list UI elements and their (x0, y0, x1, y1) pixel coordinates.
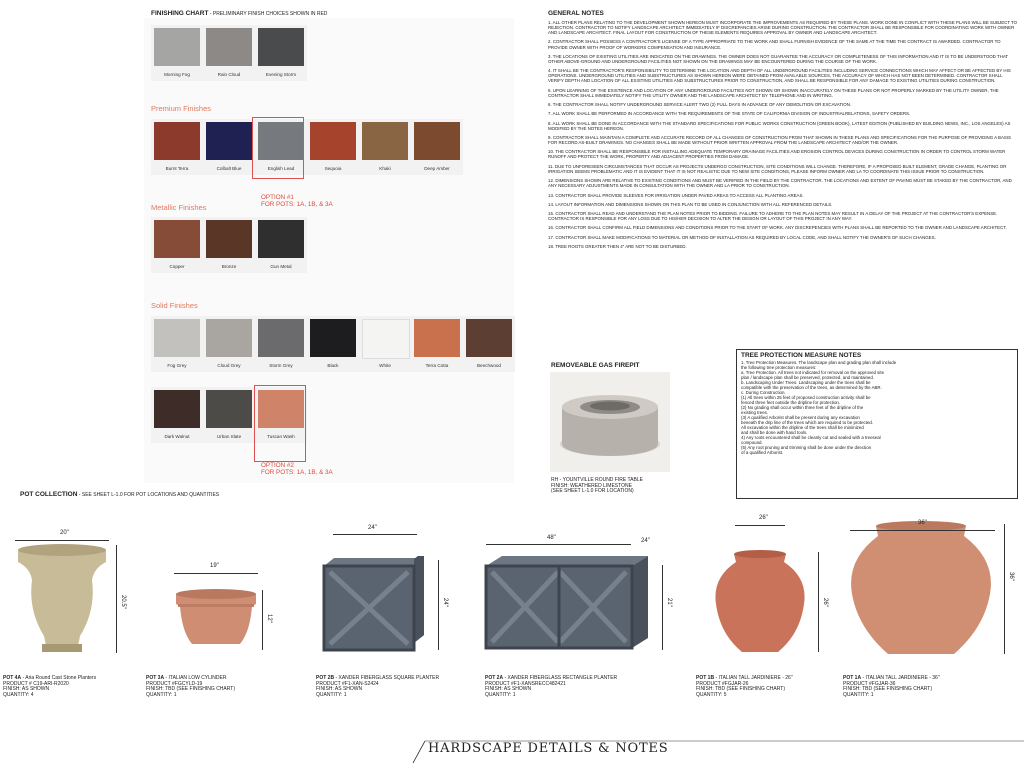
swatch-color (258, 319, 304, 357)
pot-2b-caption: POT 2B - XANDER FIBERGLASS SQUARE PLANTER PRODUCT #F1-XAN-S2424 FINISH: AS SHOWN QUANTITY: 1 (316, 675, 440, 698)
pot-1b-width-line (735, 525, 785, 526)
swatch-rain-cloud (203, 25, 255, 81)
swatch-copper (151, 217, 203, 273)
pot-1b-height: 26" (822, 598, 828, 607)
pot-3a-caption: POT 3A - ITALIAN LOW CYLINDER PRODUCT #FGCYLD-19 FINISH: TBD (SEE FINISHING CHART) QUANTITY: 1 (146, 675, 235, 698)
swatch-color (414, 122, 460, 160)
swatch-color (206, 319, 252, 357)
swatch-color (362, 122, 408, 160)
pot-1b-image (712, 548, 808, 654)
swatch-label: Sequoia (324, 166, 342, 171)
pot-4a-caption: POT 4A - Aria Round Cast Stone Planters PRODUCT # C19-ARI-R2020 FINISH: AS SHOWN QUANTITY: 4 (3, 675, 97, 698)
swatch-color (414, 319, 460, 357)
finishing-chart-subtitle: - PRELIMINARY FINISH CHOICES SHOWN IN RED (208, 11, 328, 17)
note-item: 1. ALL OTHER PLANS RELATING TO THE DEVELOPMENT SHOWN HEREON MUST INCORPORATE THE IMPROVEMENTS AS REQUIRED BY THESE PLANS. WORK DONE IN CONFLICT WITH THESE PLANS WILL BE SUBJECT TO REJECTION. CONTRACTOR TO NOTIFY LANDSCAPE ARCHITECT IMMEDIATELY IF DISCREPANCIES ARISE DURING CONSTRUCTION. THE CONTRACTOR SHALL BE RESPONSIBLE FOR COORDINATING WORK WITH OWNER AND LANDSCAPE ARCHITECT. FINAL LAYOUT FOR CONSTRUCTION OF THESE ELEMENTS REQUIRES APPROVAL BY OWNER AND LANDSCAPE ARCHITECT. (548, 20, 1018, 36)
pot-4a-height-line (116, 545, 117, 653)
swatch-label: Colbalt Blue (216, 166, 242, 171)
tree-protection-title: TREE PROTECTION MEASURE NOTES (741, 352, 862, 359)
finishing-chart-heading (151, 10, 327, 17)
swatch-label: English Lead (267, 166, 295, 171)
swatch-color (258, 28, 304, 66)
pot-1b-caption: POT 1B - ITALIAN TALL JARDINIERE - 26" PRODUCT #FGJAR-26 FINISH: TBD (SEE FINISHING CHART) QUANTITY: 5 (696, 675, 793, 698)
swatch-label: Burnt Terra (165, 166, 189, 171)
swatch-label: Storm Grey (269, 363, 293, 368)
pot-3a-width-line (174, 573, 258, 574)
swatch-label: Black (327, 363, 339, 368)
note-item: 15. CONTRACTOR SHALL READ AND UNDERSTAND THE PLAN NOTES PRIOR TO BIDDING. FAILURE TO ADHERE TO THE PLAN NOTES MAY RESULT IN A DELAY OF THE PROJECT AT THE CONTRACTOR'S EXPENSE. CONTRACTOR IS RESPONSIBLE FOR ANY LOSS DUE TO HIS/HER DECISION TO ALTER THE DESIGN OR LAYOUT OF THIS PROJECT IN ANY WAY. (548, 211, 998, 222)
swatch-label: Gun Metal (270, 264, 292, 269)
pot-4a-height: 20.5" (120, 595, 126, 609)
pot-1b-width: 26" (759, 515, 768, 521)
option2-highlight (254, 385, 306, 462)
swatch-label: White (379, 363, 391, 368)
swatch-label: Dark Walnut (164, 434, 190, 439)
note-item: 13. CONTRACTOR SHALL PROVIDE SLEEVES FOR IRRIGATION UNDER PAVED AREAS TO ACCESS ALL PLANTING AREAS. (548, 192, 804, 198)
pot-2b-image (318, 556, 428, 652)
note-item: 2. CONTRACTOR SHALL POSSESS A CONTRACTOR'S LICENSE OF A TYPE APPROPRIATE TO THE WORK AND SHALL FURNISH EVIDENCE OF THE SAME AT THE TIME THE CONTRACT IS AWARDED. CONTRACTOR TO PROVIDE OWNER WITH PROOF OF WORKERS COMPENSATION AND INSURANCE. (548, 39, 1001, 50)
pot-collection-heading (20, 491, 219, 498)
pot-2a-depth: 24" (641, 538, 650, 544)
swatch-label: Copper (169, 264, 185, 269)
swatch-label: Evening Storm (265, 72, 297, 77)
note-item: 6. THE CONTRACTOR SHALL NOTIFY UNDERGROUND SERVICE ALERT TWO (2) FULL DAYS IN ADVANCE OF ANY DEMOLITION OR EXCAVATION. (548, 102, 852, 108)
firepit-image (550, 372, 670, 472)
swatch-label: Bronze (221, 264, 237, 269)
note-item: 12. DIMENSIONS SHOWN ARE RELATIVE TO EXISTING CONDITIONS AND MUST BE VERIFIED IN THE FIELD BY THE CONTRACTOR. THE LOCATIONS AND EXTENT OF PAVING MUST BE STAKED BY THE CONTRACTOR, AND ANY NECESSARY ADJUSTMENTS MADE IN CONSULTATION WITH THE OWNER AND LA PRIOR TO CONSTRUCTION. (548, 178, 1012, 189)
pot-4a-width-line (15, 540, 109, 541)
swatch-terra-cotta (411, 316, 463, 372)
swatch-label: Fog Grey (167, 363, 187, 368)
group-label-solid: Solid Finishes (151, 301, 198, 310)
swatch-color (258, 220, 304, 258)
swatch-bronze (203, 217, 255, 273)
note-item: 10. THE CONTRACTOR SHALL BE RESPONSIBLE FOR INSTALLING ADEQUATE TEMPORARY DRAINAGE FACILITIES AND EROSION CONTROL DEVICES DURING CONSTRUCTION IN ORDER TO CONTROL STORM WATER RUNOFF AND PROTECT THE WORK, PROPERTY AND ADJACENT PROPERTIES FROM DAMAGE. (548, 149, 1006, 160)
swatch-label: Cloud Grey (217, 363, 241, 368)
swatch-khaki (359, 119, 411, 175)
pot-1b-height-line (818, 552, 819, 652)
pot-2a-caption: POT 2A - XANDER FIBERGLASS RECTANGLE PLANTER PRODUCT #F1-XANSRECC482421 FINISH: AS SHOWN QUANTITY: 1 (485, 675, 618, 698)
swatch-black (307, 316, 359, 372)
option2-label: OPTION #2 FOR POTS: 1A, 1B, & 3A (261, 462, 333, 476)
tree-protection-box (736, 349, 1018, 499)
swatch-morning-fog (151, 25, 203, 81)
pot-3a-height: 12" (266, 614, 272, 623)
swatch-fog-grey (151, 316, 203, 372)
pot-collection-title: POT COLLECTION (20, 491, 78, 498)
note-item: 8. ALL WORK SHALL BE DONE IN ACCORDANCE WITH THE STANDARD SPECIFICATIONS FOR PUBLIC WORKS CONSTRUCTION (GREEN BOOK), LATEST EDITION (PUBLISHED BY BUILDING NEWS, INC., LOS ANGELES) AS MODIFIED BY THE NOTES HEREON. (548, 120, 1011, 131)
swatch-white (359, 316, 411, 372)
swatch-gun-metal (255, 217, 307, 273)
general-notes-title: GENERAL NOTES (548, 10, 604, 17)
swatch-storm-grey (255, 316, 307, 372)
group-label-premium: Premium Finishes (151, 104, 212, 113)
note-item: 5. UPON LEARNING OF THE EXISTENCE AND LOCATION OF ANY UNDERGROUND FACILITIES NOT SHOWN OR SHOWN INACCURATELY ON THESE PLANS OR NOT PROPERLY MARKED BY THE UTILITY OWNER, THE CONTRACTOR SHALL IMMEDIATELY NOTIFY THE UTILITY OWNER AND THE LANDSCAPE ARCHITECT BY TELEPHONE AND IN WRITING. (548, 87, 999, 98)
swatch-label: Terra Cotta (425, 363, 449, 368)
swatch-color (310, 122, 356, 160)
pot-2a-width: 48" (547, 535, 556, 541)
note-item: 7. ALL WORK SHALL BE PERFORMED IN ACCORDANCE WITH THE REQUIREMENTS OF THE STATE OF CALIFORNIA DIVISION OF INDUSTRIALRELATIONS, SAFETY ORDERS. (548, 111, 911, 117)
swatch-color (206, 28, 252, 66)
swatch-color (154, 122, 200, 160)
pot-2a-height: 21" (666, 598, 672, 607)
pot-3a-height-line (262, 590, 263, 650)
pot-1a-height-line (1004, 524, 1005, 654)
group-label-metallic: Metallic Finishes (151, 203, 207, 212)
finishing-chart-title: FINISHING CHART (151, 10, 209, 17)
swatch-beechwood (463, 316, 515, 372)
note-item: 14. LAYOUT INFORMATION AND DIMENSIONS SHOWN ON THIS PLAN TO BE USED IN CONJUNCTION WITH ALL REFERENCED DETAILS. (548, 201, 833, 207)
pot-3a-image (174, 586, 258, 650)
swatch-evening-storm (255, 25, 307, 81)
note-item: 16. CONTRACTOR SHALL CONFIRM ALL FIELD DIMENSIONS AND CONDITIONS PRIOR TO THE START OF WORK. ANY DISCREPENCIES WITH PLANS SHALL BE REPORTED TO THE OWNER AND LANDSCAPE ARCHITECT. (548, 225, 1007, 231)
tree-protection-body: 1. Tree Protection Measures. The landscape plan and grading plan shall include the following tree protection measures: a. Tree Protection. All trees not indicated for removal on the approved site plan / landscape plan shall be preserved, protected, and maintained. b. Landscaping Under Trees. Landscaping under the trees shall be compatible with the preservation of the trees, as determined by the ABR. c. During Construction. (1) All trees within 25 feet of proposed construction activity shall be fenced three feet outside the dripline for protection. (2) No grading shall occur within three feet of the dripline of the existing trees. (3) A qualified Arborist shall be present during any excavation beneath the drip line of the trees which are required to be protected. All excavation within the dripline of the trees shall be minimized and shall be done with hand tools. 4) Any roots encountered shall be cleanly cut and sealed with a treeseal compound. (5) Any root pruning and trimming shall be done under the direction of a qualified Arborist. (741, 360, 897, 455)
pot-1a-width-line (850, 530, 995, 531)
pot-1a-caption: POT 1A - ITALIAN TALL JARDINIERE - 36" PRODUCT #FGJAR-36 FINISH: TBD (SEE FINISHING CHART) QUANTITY: 1 (843, 675, 940, 698)
pot-2b-height: 24" (442, 598, 448, 607)
pot-2a-height-line (662, 565, 663, 650)
note-item: 11. DUE TO UNFORESEEN CIRCUMSTANCES THAT OCCUR AS PROJECTS UNDERGO CONSTRUCTION, SITE CONDITIONS WILL CHANGE. THEREFORE, IF A PROPOSED BUILT ELEMENT, GRADE CHANGE, PLANTING OR IRRIGATION SEEMS PROBLEMATIC AND IT IS EVIDENT THAT IT IS NOT REALISTIC DUE TO NEW SITE CONDITIONS, PLEASE INFORM OWNER AND LA TO COORDINATE THIS ISSUE PRIOR TO CONSTRUCTION. (548, 163, 1007, 174)
general-notes-list (548, 20, 1018, 253)
pot-2a-image (482, 554, 652, 650)
pot-2b-width: 24" (368, 525, 377, 531)
pot-1a-image (846, 520, 996, 656)
note-item: 17. CONTRACTOR SHALL MAKE MODIFICATIONS TO MATERIAL OR METHOD OF INSTALLATION AS REQUIRED BY LOCAL CODE, AND SHALL NOTIFY THE OWNER'S OF SUCH CHANGES. (548, 234, 936, 240)
pot-2a-width-line (486, 544, 631, 545)
note-item: 3. THE LOCATIONS OF EXISTING UTILITIES ARE INDICATED ON THE DRAWINGS. THE OWNER DOES NOT GUARANTEE THE ACCURACY OR COMPLETENESS OF THIS INFORMATION AND IT IS TO BE UNDERSTOOD THAT OTHER ABOVE-GROUND AND UNDERGROUND FACILITIES NOT SHOWN ON THE DRAWINGS MAY BE ENCOUNTERED DURING THE COURSE OF THE WORK. (548, 53, 1009, 64)
pot-4a-image (14, 540, 110, 656)
swatch-label: Khaki (379, 166, 391, 171)
swatch-color (154, 390, 200, 428)
swatch-colbalt-blue (203, 119, 255, 175)
pot-2b-width-line (333, 534, 417, 535)
swatch-color (206, 122, 252, 160)
swatch-burnt-terra (151, 119, 203, 175)
pot-1a-width: 36" (918, 520, 927, 526)
pot-4a-width: 20" (60, 530, 69, 536)
swatch-label: Beechwood (476, 363, 501, 368)
firepit-title: REMOVEABLE GAS FIREPIT (551, 362, 640, 369)
swatch-label: Morning Fog (164, 72, 190, 77)
swatch-label: Tuscan Wash (267, 434, 295, 439)
option1-label: OPTION #1 FOR POTS: 1A, 1B, & 3A (261, 194, 333, 208)
swatch-color (206, 220, 252, 258)
swatch-label: Rain Cloud (217, 72, 241, 77)
option1-highlight (252, 117, 304, 179)
swatch-sequoia (307, 119, 359, 175)
swatch-color (466, 319, 512, 357)
pot-2b-height-line (438, 560, 439, 650)
swatch-label: Deep Amber (424, 166, 450, 171)
swatch-label: Urban Slate (216, 434, 242, 439)
note-item: 9. CONTRACTOR SHALL MAINTAIN A COMPLETE AND ACCURATE RECORD OF ALL CHANGES OF CONSTRUCTION FROM THAT SHOWN IN THESE PLANS AND SPECIFICATIONS FOR THE PURPOSE OF PROVIDING A BASIS FOR RECORD AS-BUILT DRAWINGS. NO CHANGES SHALL BE MADE WITHOUT PRIOR WRITTEN APPROVAL FROM THE LANDSCAPE ARCHITECT AND/OR THE OWNER. (548, 135, 1011, 146)
swatch-color (310, 319, 356, 357)
swatch-color (154, 220, 200, 258)
swatch-color (154, 319, 200, 357)
sheet-title: HARDSCAPE DETAILS & NOTES (428, 741, 669, 756)
swatch-color (362, 319, 410, 359)
swatch-deep-amber (411, 119, 463, 175)
pot-3a-width: 19" (210, 563, 219, 569)
swatch-color (206, 390, 252, 428)
note-item: 4. IT SHALL BE THE CONTRACTOR'S RESPONSIBILITY TO DETERMINE THE LOCATION AND DEPTH OF ALL UNDERGROUND FACILITIES INCLUDING SERVICE CONNECTIONS WHICH MAY AFFECT OR BE AFFECTED BY HIS OPERATIONS. UNDERGROUND UTILITIES AND SUBSTRUCTURES AS SHOWN HEREON WERE OBTAINED FROM AVAILABLE SOURCES, THE ACCURACY OF WHICH HAS NOT BEEN DETERMINED. CONTRACTOR SHALL VERIFY DEPTH AND LOCATION OF ALL EXISTING UTILITIES AND SUBSTRUCTURES PRIOR TO CONSTRUCTION, AND SHALL BE RESPONSIBLE FOR ANY DAMAGE TO EXISTING UTILITIES DURING CONSTRUCTION. (548, 68, 1011, 84)
pot-1a-height: 36" (1008, 572, 1014, 581)
swatch-cloud-grey (203, 316, 255, 372)
pot-collection-subtitle: - SEE SHEET L-1.0 FOR POT LOCATIONS AND QUANTITIES (77, 492, 220, 498)
swatch-dark-walnut (151, 387, 203, 443)
note-item: 18. TREE ROOTS GREATER THEN 4" ARE NOT TO BE DISTURBED. (548, 244, 687, 249)
firepit-caption: RH - YOUNTVILLE ROUND FIRE TABLE FINISH: WEATHERED LIMESTONE (SEE SHEET L-1.0 FOR LOCATION) (551, 477, 643, 495)
swatch-color (154, 28, 200, 66)
swatch-urban-slate (203, 387, 255, 443)
